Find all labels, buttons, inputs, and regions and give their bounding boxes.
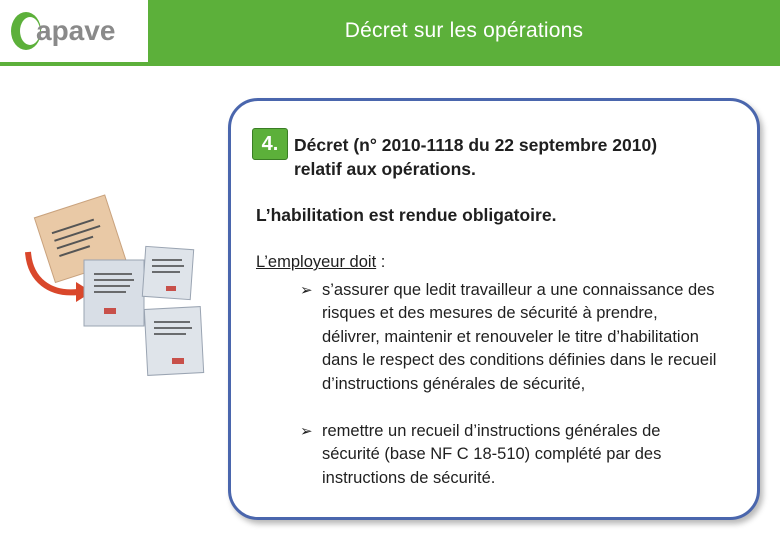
obligation-text: L’habilitation est rendue obligatoire. [256, 205, 557, 225]
heading-line-2: relatif aux opérations. [294, 159, 476, 179]
header [0, 0, 780, 62]
section-number: 4. [261, 132, 279, 155]
arrow-bullet-icon: ➢ [300, 282, 313, 299]
arrow-bullet-icon: ➢ [300, 423, 313, 440]
section-heading [294, 133, 734, 181]
header-divider [0, 62, 780, 66]
page-title: Décret sur les opérations [344, 19, 584, 42]
bullet-item [300, 279, 720, 396]
employeur-label-text: L’employeur doit [256, 253, 377, 271]
section-number-badge [252, 128, 288, 160]
bullet-text: remettre un recueil d’instructions générales de sécurité (base NF C 18-510) complété par des instructions de sécurité. [322, 422, 662, 487]
bullet-text: s’assurer que ledit travailleur a une connaissance des risques et des mesures de sécurité à prendre, délivrer, maintenir et renouveler le titre d’habilitation dans le respect des conditions définies dans le recueil d’instructions générales de sécurité, [322, 281, 717, 393]
bullet-item [300, 420, 720, 490]
apave-logo [10, 8, 140, 54]
employeur-label [256, 253, 385, 272]
employeur-label-suffix: : [376, 253, 386, 271]
title-bar [148, 0, 780, 62]
heading-line-1: Décret (n° 2010-1118 du 22 septembre 2010) [294, 135, 658, 155]
svg-text:apave: apave [36, 15, 116, 46]
documents-icon [20, 190, 220, 380]
